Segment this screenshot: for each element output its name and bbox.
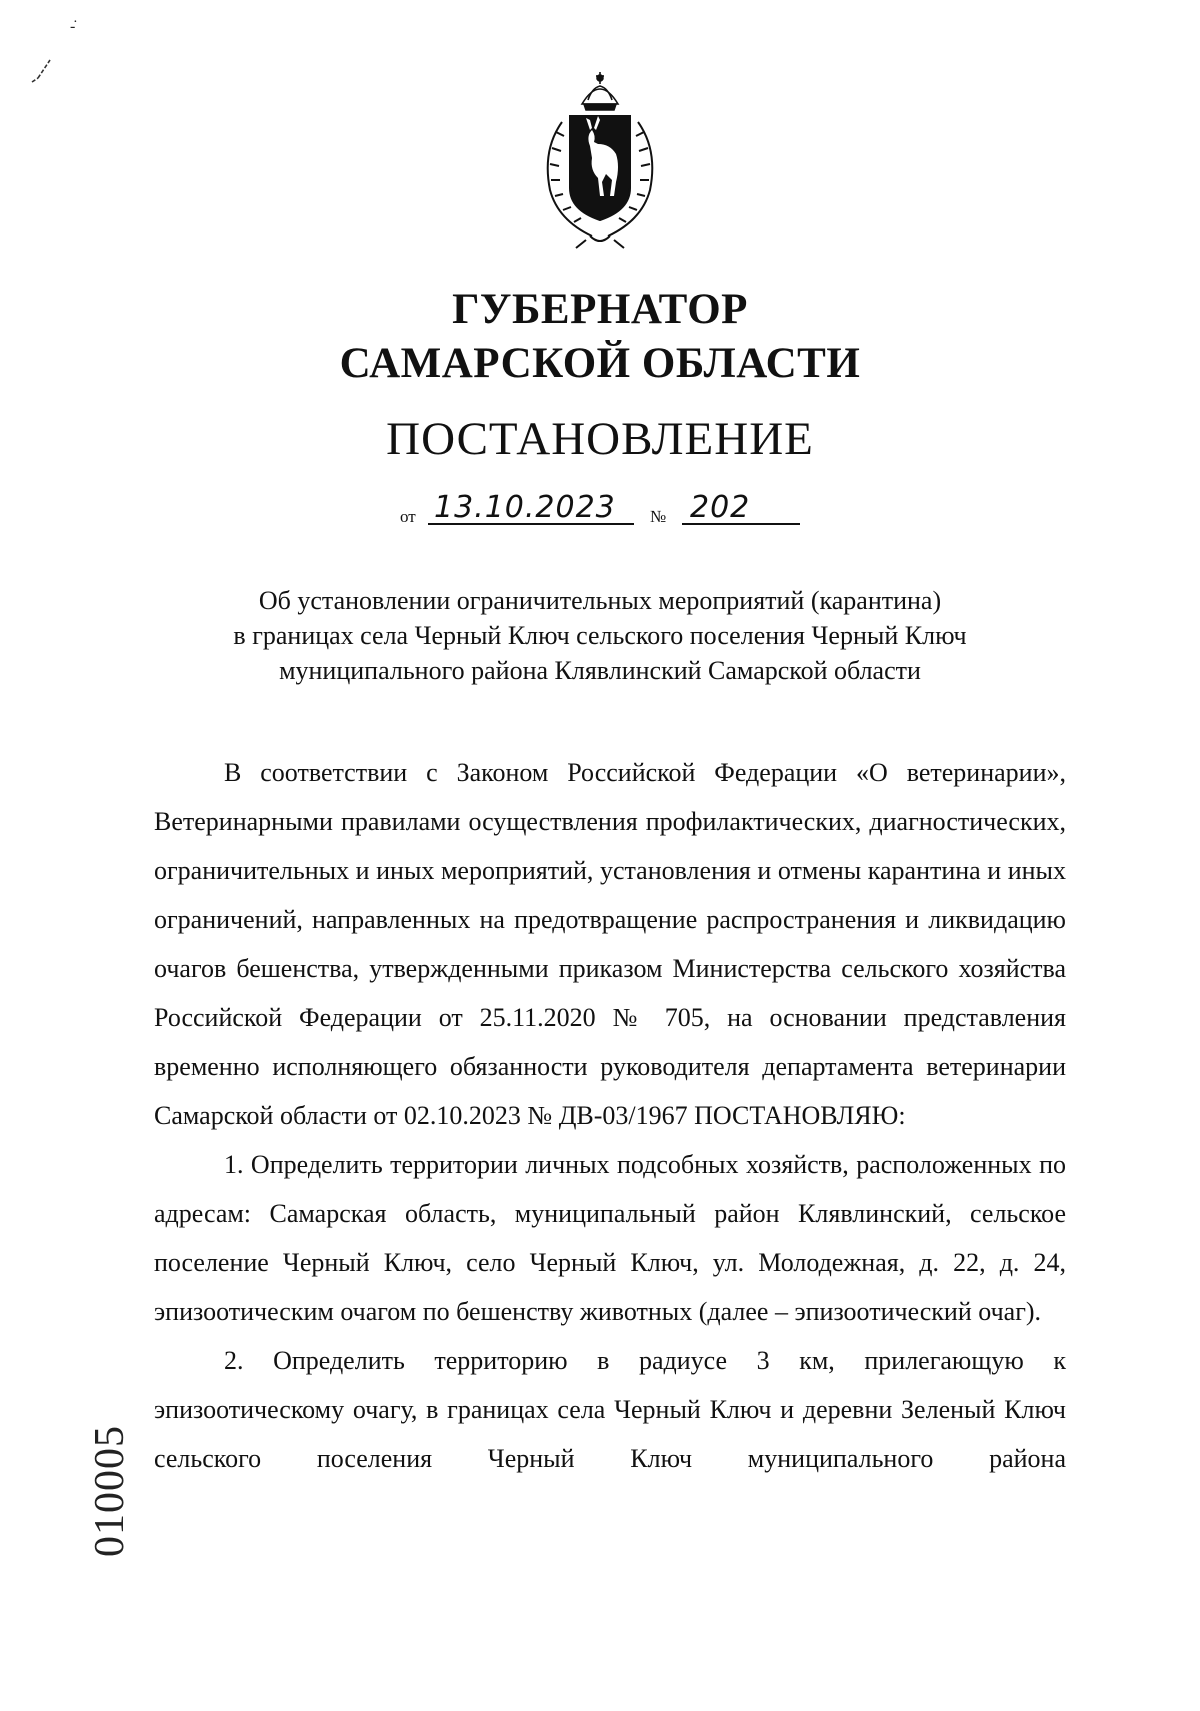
samara-oblast-coat-of-arms-icon [532, 70, 668, 250]
date-underline [428, 523, 634, 525]
date-value: 13.10.2023 [434, 490, 616, 525]
document-type: ПОСТАНОВЛЕНИЕ [386, 413, 814, 465]
corner-mark: -̇ [70, 18, 76, 35]
title-line: муниципального района Клявлинский Самарской области [279, 656, 921, 685]
clause-1-paragraph: 1. Определить территории личных подсобных хозяйств, расположенных по адресам: Самарская область, муниципальный район Клявлинский, сельское поселение Черный Ключ, село Черный Ключ, ул. Молодежная, д. 22, д. 24, эпизоотическим очагом по бешенству животных (далее – эпизоотический очаг). [154, 1150, 1066, 1326]
clause-2-paragraph: 2. Определить территорию в радиусе 3 км, прилегающую к эпизоотическому очагу, в границах села Черный Ключ и деревни Зеленый Ключ сельского поселения Черный Ключ муниципального района [154, 1346, 1066, 1473]
date-number-line [400, 490, 820, 530]
document-body [154, 748, 1066, 1483]
issuer-title-line-2: САМАРСКОЙ ОБЛАСТИ [339, 340, 861, 387]
check-mark-icon [30, 56, 52, 86]
side-serial-number: 010005 [87, 1425, 133, 1557]
document-header [0, 283, 1200, 469]
preamble-paragraph: В соответствии с Законом Российской Федерации «О ветеринарии», Ветеринарными правилами осуществления профилактических, диагностических, ограничительных и иных мероприятий, установления и отмены карантина и иных ограничений, направленных на предотвращение распространения и ликвидацию очагов бешенства, утвержденными приказом Министерства сельского хозяйства Российской Федерации от 25.11.2020 № 705, на основании представления временно исполняющего обязанности руководителя департамента ветеринарии Самарской области от 02.10.2023 № ДВ-03/1967 ПОСТАНОВЛЯЮ: [154, 758, 1066, 1130]
date-label: от [400, 507, 416, 526]
document-title [0, 583, 1200, 688]
number-value: 202 [690, 490, 751, 525]
title-line: Об установлении ограничительных мероприятий (карантина) [258, 586, 942, 615]
number-underline [682, 523, 800, 525]
issuer-title-line-1: ГУБЕРНАТОР [452, 286, 748, 333]
title-line: в границах села Черный Ключ сельского поселения Черный Ключ [233, 621, 967, 650]
number-label: № [650, 507, 667, 526]
